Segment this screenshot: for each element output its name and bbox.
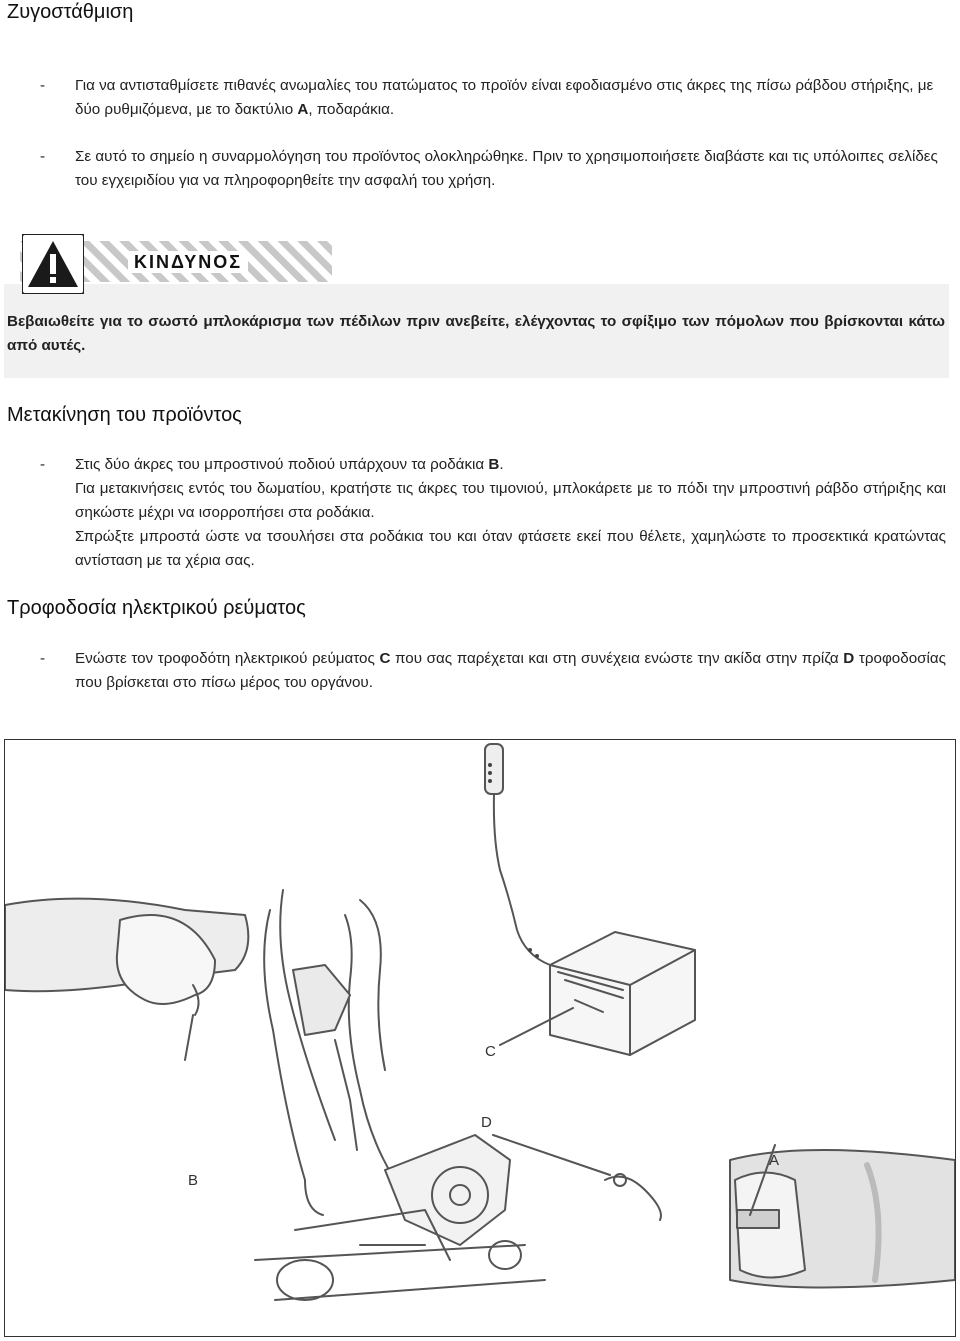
section-title-balancing: Ζυγοστάθμιση [7, 1, 134, 23]
section-title-power: Τροφοδοσία ηλεκτρικού ρεύματος [7, 597, 306, 619]
assembly-illustration [4, 739, 956, 1337]
warning-triangle-icon [22, 234, 84, 294]
label-a: A [769, 1152, 780, 1169]
list-item-leveling-feet: - Για να αντισταθμίσετε πιθανές ανωμαλίες του πατώματος το προϊόν είναι εφοδιασμένο στις άκρες της πίσω ράβδου στήριξης, με δύο ρυθμιζόμενα, με το δακτύλιο A, ποδαράκια. [40, 77, 934, 118]
label-c: C [485, 1043, 496, 1060]
list-item-moving: - Στις δύο άκρες του μπροστινού ποδιού υπάρχουν τα ροδάκια B. Για μετακινήσεις εντός του δωματίου, κρατήστε τις άκρες του τιμονιού, μπλοκάρετε με το πόδι την μπροστινή ράβδο στήριξης και σηκώστε μέχρι να ισορροπήσει στα ροδάκια. Σπρώξτε μπροστά ώστε να τσουλήσει στα ροδάκια του και όταν φτάσετε εκεί που θέλετε, χαμηλώστε το προσεκτικά κρατώντας αντίσταση με τα χέρια σας. [40, 456, 946, 569]
label-d: D [481, 1114, 492, 1131]
list-item-power: - Ενώστε τον τροφοδότη ηλεκτρικού ρεύματος C που σας παρέχεται και στη συνέχεια ενώστε την ακίδα στην πρίζα D τροφοδοσίας που βρίσκεται στο πίσω μέρος του οργάνου. [40, 650, 946, 691]
list-item-assembly-complete: - Σε αυτό το σημείο η συναρμολόγηση του προϊόντος ολοκληρώθηκε. Πριν το χρησιμοποιήσετε διαβάστε και τις υπόλοιπες σελίδες του εγχειριδίου για να πληροφορηθείτε την ασφαλή του χρήση. [40, 148, 938, 189]
warning-text: Βεβαιωθείτε για το σωστό μπλοκάρισμα των πέδιλων πριν ανεβείτε, ελέγχοντας το σφίξιμο των πόμολων που βρίσκονται κάτω από αυτές. [7, 313, 945, 354]
label-b: B [188, 1172, 199, 1189]
warning-title: ΚΙΝΔΥΝΟΣ [128, 251, 248, 273]
section-title-moving: Μετακίνηση του προϊόντος [7, 404, 242, 426]
elliptical-trainer-drawing [5, 740, 955, 1336]
